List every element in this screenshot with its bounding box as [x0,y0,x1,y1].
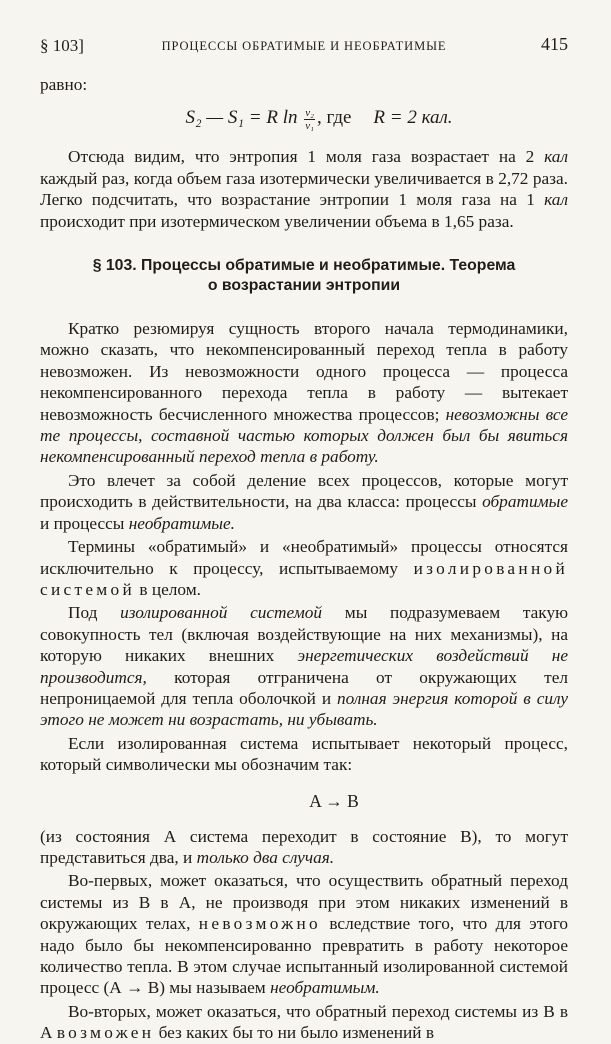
formula-rhs: R = 2 кал. [373,107,453,129]
running-header [40,36,568,60]
paragraph-process: Если изолированная система испытывает некоторый процесс, который символически мы обозначим так: [40,733,568,775]
formula-separator: , где [316,107,352,129]
formula-lhs: S₂ — S₁ = R ln [185,107,298,129]
ratio-numerator: v₂ [305,106,314,119]
section-reference: § 103] [40,36,84,55]
intro-word: равно: [40,75,88,94]
paragraph-isolated-system: Под изолированной системой мы подразумеваем такую совокупность тел (включая воздействующие на них механизмы), на которую никаких внешних энергетических воздействий не производится, которая отграничена от окружающих тел непроницаемой для тепла оболочкой и полная энергия которой в силу этого не может ни возрастать, ни убывать. [40,603,568,730]
paragraph-second-case: Во-вторых, может оказаться, что обратный переход системы из В в А возможен без каких бы то ни было изменений в [40,1001,568,1043]
running-title: ПРОЦЕССЫ ОБРАТИМЫЕ И НЕОБРАТИМЫЕ [161,39,447,53]
paragraph-second-law: Кратко резюмируя сущность второго начала термодинамики, можно сказать, что некомпенсированный переход тепла в работу невозможен. Из невозможности одного процесса — процесса некомпенсированного перехода тепла в работу — вытекает невозможность бесчисленного множества процессов; невозможны все те процессы, составной частью которых должен был бы явиться некомпенсированный переход тепла в работу. [40,319,568,467]
paragraph-entropy-increase: Отсюда видим, что энтропия 1 моля газа возрастает на 2 кал каждый раз, когда объем газа изотермически увеличивается в 2,72 раза. Легко подсчитать, что возрастание энтропии 1 моля газа на 1 кал происходит при изотермическом увеличении объема в 1,65 раза. [40,147,568,231]
paragraph-first-case: Во-первых, может оказаться, что осуществить обратный переход системы из В в А, не производя при этом никаких изменений в окружающих телах, невозможно вследствие того, что для этого надо было бы некомпенсированно превратить в работу некоторое количество тепла. В этом случае испытанный изолированной системой процесс (А → В) мы называем необратимым. [40,871,568,998]
paragraph-two-classes: Это влечет за собой деление всех процессов, которые могут происходить в действительности, на два класса: процессы обратимые и процессы необратимые. [40,470,568,533]
volume-ratio [304,107,315,132]
ratio-denominator: v₁ [305,119,314,132]
entropy-formula [70,101,568,135]
page-number: 415 [541,34,568,54]
transition-formula: A → B [309,790,359,811]
paragraph-terms: Термины «обратимый» и «необратимый» процессы относятся исключительно к процессу, испытываемому изолированной системой в целом. [40,537,568,599]
paragraph-two-cases: (из состояния А система переходит в состояние В), то могут представиться два, и только два случая. [40,826,568,867]
heading-line-2: о возрастании энтропии [207,277,401,295]
heading-line-1: § 103. Процессы обратимые и необратимые. Теорема [92,257,516,275]
page-body [40,74,568,1044]
section-heading [40,256,568,296]
